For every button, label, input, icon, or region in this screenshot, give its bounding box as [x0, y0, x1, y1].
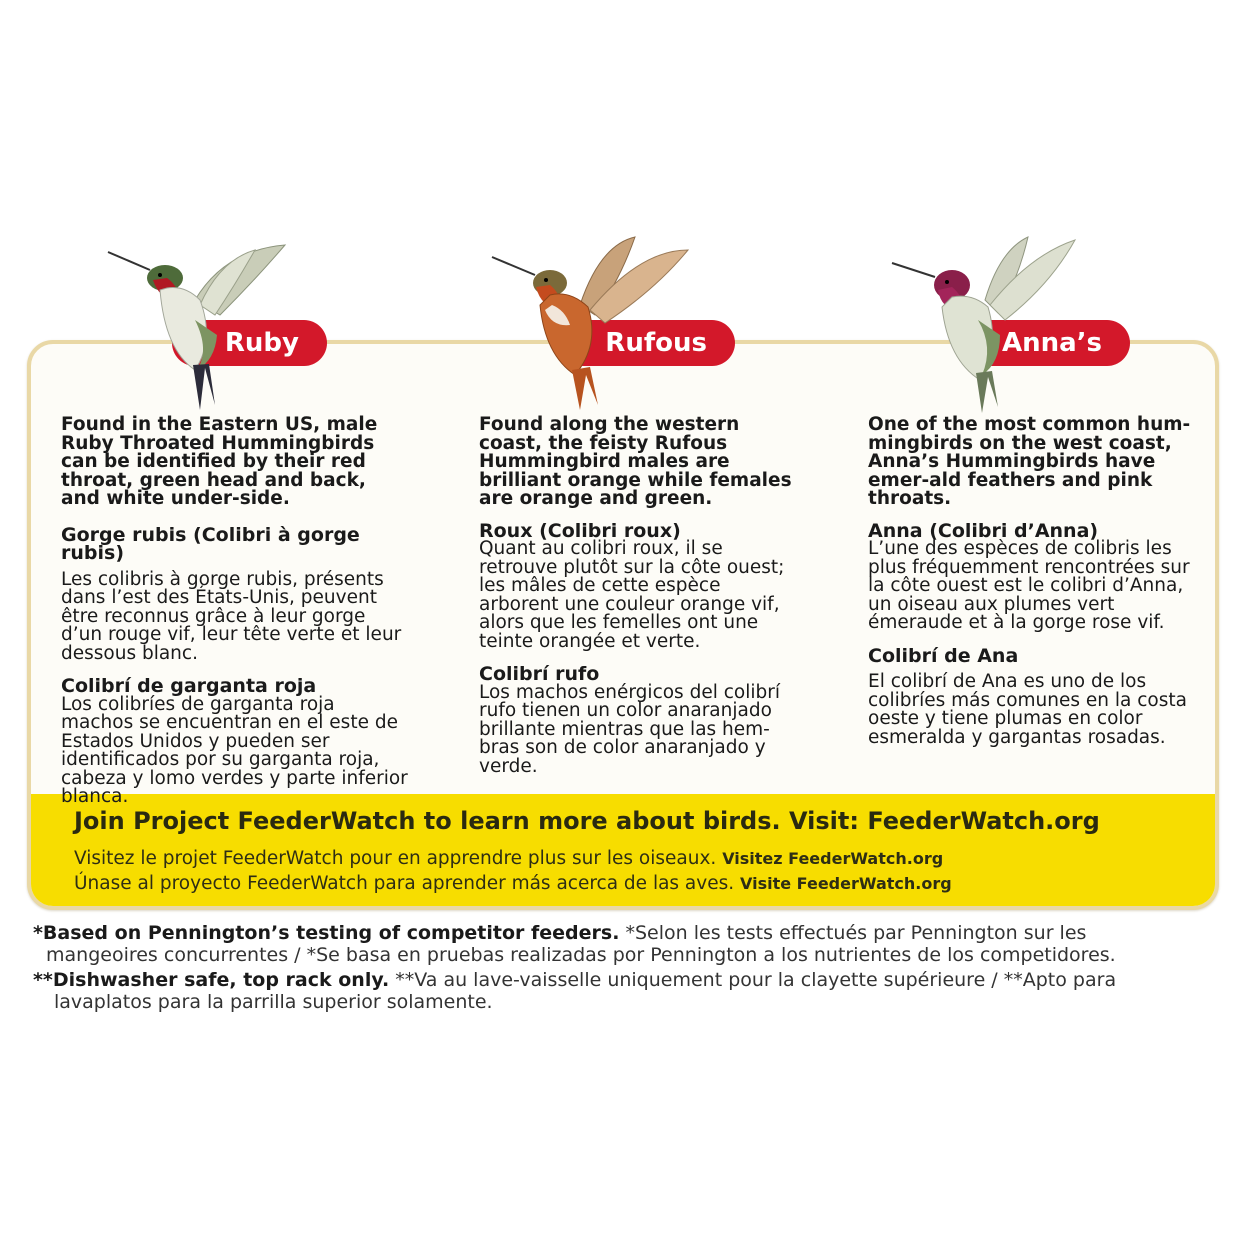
annas-french-title: Anna (Colibri d’Anna) — [868, 519, 1099, 542]
label-pill-ruby: Ruby — [172, 320, 327, 366]
footnote-2-text: **Va au lave-vaisselle uniquement pour la clayette supérieure / **Apto para — [395, 969, 1117, 991]
ruby-spanish-text: Los colibríes de garganta roja machos se encuentran en el este de Estados Unidos y pueden ser identificados por su garganta roja, cabeza y lomo verdes y parte inferior blanca. — [61, 693, 408, 807]
footnote-2-continued: lavaplatos para la parrilla superior solamente. — [54, 991, 493, 1013]
feederwatch-banner — [31, 794, 1215, 906]
annas-spanish-text: El colibrí de Ana es uno de los colibríes más comunes en la costa oeste y tiene plumas en color esmeralda y gargantas rosadas. — [868, 671, 1187, 748]
footnote-1-continued: mangeoires concurrentes / *Se basa en pruebas realizadas por Pennington a los nutrientes de los competidores. — [46, 944, 1116, 966]
footnote-1-text: *Selon les tests effectués par Pennington sur les — [625, 922, 1087, 944]
footnotes — [33, 922, 1213, 1013]
ruby-french-title: Gorge rubis (Colibri à gorge rubis) — [61, 523, 360, 564]
footnote-1-strong: *Based on Pennington’s testing of competitor feeders. — [33, 922, 620, 944]
banner-french-text: Visitez le projet FeederWatch pour en apprendre plus sur les oiseaux. — [74, 848, 717, 869]
banner-french — [74, 848, 943, 869]
annas-hummingbird-illustration — [890, 235, 1080, 415]
banner-french-link: Visitez FeederWatch.org — [722, 849, 944, 868]
rufous-french-title: Roux (Colibri roux) — [479, 519, 681, 542]
footnote-2 — [33, 969, 1213, 991]
ruby-spanish-title: Colibrí de garganta roja — [61, 675, 317, 697]
ruby-throated-hummingbird-illustration — [105, 240, 295, 415]
banner-spanish-link: Visite FeederWatch.org — [740, 874, 952, 893]
label-pill-annas: Anna’s — [960, 320, 1130, 366]
annas-french-text: L’une des espèces de colibris les plus fréquemment rencontrées sur la côte ouest est le colibri d’Anna, un oiseau aux plumes vert émeraude et à la gorge rose vif. — [868, 538, 1190, 633]
rufous-column — [479, 416, 799, 776]
footnote-1 — [33, 922, 1213, 944]
annas-english-text: One of the most common hum-mingbirds on the west coast, Anna’s Hummingbirds have emer-ald feathers and pink throats. — [868, 414, 1191, 509]
banner-spanish-text: Únase al proyecto FeederWatch para aprender más acerca de las aves. — [74, 873, 735, 894]
rufous-hummingbird-illustration — [490, 235, 690, 415]
annas-column — [868, 416, 1198, 747]
rufous-spanish-title: Colibrí rufo — [479, 663, 600, 685]
rufous-english-text: Found along the western coast, the feisty Rufous Hummingbird males are brilliant orange while females are orange and green. — [479, 414, 792, 509]
rufous-french-text: Quant au colibri roux, il se retrouve plutôt sur la côte ouest; les mâles de cette espèce arborent une couleur orange vif, alors que les femelles ont une teinte orangée et verte. — [479, 538, 785, 652]
label-pill-rufous: Rufous — [560, 320, 735, 366]
annas-spanish-title: Colibrí de Ana — [868, 644, 1019, 667]
footnote-2-strong: **Dishwasher safe, top rack only. — [33, 969, 390, 991]
ruby-french-text: Les colibris à gorge rubis, présents dans l’est des États-Unis, peuvent être reconnus grâce à leur gorge d’un rouge vif, leur tête verte et leur dessous blanc. — [61, 568, 402, 664]
ruby-column — [61, 416, 411, 807]
banner-spanish — [74, 873, 952, 894]
banner-headline: Join Project FeederWatch to learn more about birds. Visit: FeederWatch.org — [74, 807, 1100, 835]
rufous-spanish-text: Los machos enérgicos del colibrí rufo tienen un color anaranjado brillante mientras que las hem-bras son de color anaranjado y verde. — [479, 681, 780, 777]
ruby-english-text: Found in the Eastern US, male Ruby Throated Hummingbirds can be identified by their red throat, green head and back, and white under-side. — [61, 414, 378, 509]
